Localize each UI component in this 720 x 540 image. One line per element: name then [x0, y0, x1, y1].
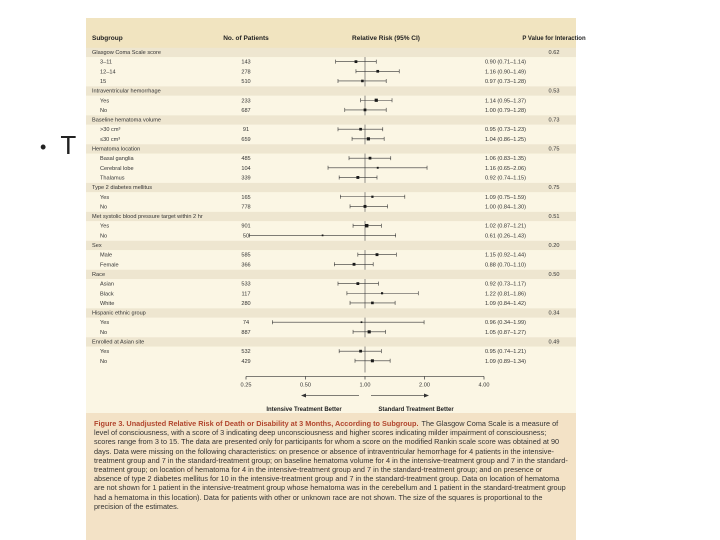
- group-label: Met systolic blood pressure target within 2 hr: [92, 214, 203, 221]
- bullet-glyph: •: [40, 136, 47, 157]
- header-band: [86, 18, 576, 48]
- group-label: Sex: [92, 243, 102, 249]
- group-row-band: [86, 241, 576, 250]
- relative-risk-value: 0.96 (0.34–1.99): [484, 320, 526, 327]
- p-value: 0.75: [548, 146, 560, 153]
- point-estimate: [359, 128, 362, 131]
- patient-count: 585: [241, 252, 251, 259]
- subgroup-label: ≤30 cm³: [100, 136, 121, 143]
- relative-risk-value: 1.00 (0.79–1.28): [484, 107, 526, 114]
- group-row-band: [86, 183, 576, 192]
- axis-tick-label: 2.00: [419, 382, 430, 389]
- relative-risk-value: 1.04 (0.86–1.25): [484, 136, 526, 143]
- point-estimate: [365, 224, 368, 227]
- point-estimate: [371, 359, 374, 362]
- point-estimate: [353, 263, 356, 266]
- p-value: 0.50: [548, 271, 560, 278]
- subgroup-label: White: [100, 300, 115, 307]
- subgroup-label: No: [100, 329, 108, 336]
- group-label: Hispanic ethnic group: [92, 310, 146, 317]
- point-estimate: [355, 60, 358, 63]
- subgroup-label: No: [100, 358, 108, 365]
- p-value: 0.62: [548, 50, 560, 56]
- point-estimate: [359, 350, 362, 353]
- relative-risk-value: 1.02 (0.87–1.21): [484, 223, 526, 230]
- p-value: 0.75: [548, 185, 560, 192]
- patient-count: 687: [241, 107, 251, 114]
- group-label: Baseline hematoma volume: [92, 117, 162, 124]
- caption-title: Figure 3. Unadjusted Relative Risk of Death or Disability at 3 Months, According to Subgroup.: [94, 419, 419, 428]
- patient-count: 91: [242, 127, 250, 134]
- subgroup-label: 12–14: [100, 69, 116, 76]
- bullet-text: T: [60, 130, 77, 160]
- relative-risk-value: 0.95 (0.74–1.21): [484, 349, 526, 356]
- relative-risk-value: 0.61 (0.26–1.43): [484, 233, 526, 240]
- header-relative-risk: Relative Risk (95% CI): [352, 35, 420, 42]
- relative-risk-value: 1.16 (0.90–1.49): [484, 69, 526, 76]
- p-value: 0.34: [548, 310, 560, 317]
- point-estimate: [367, 137, 370, 140]
- p-value: 0.53: [548, 88, 560, 95]
- axis-tick-label: 0.25: [240, 382, 252, 389]
- patient-count: 887: [241, 329, 251, 336]
- relative-risk-value: 0.88 (0.70–1.10): [484, 262, 526, 269]
- subgroup-label: 3–11: [100, 59, 113, 66]
- subgroup-label: Yes: [100, 320, 110, 327]
- axis-tick-label: 1.00: [359, 382, 371, 389]
- point-estimate: [368, 330, 371, 333]
- p-value: 0.51: [548, 214, 560, 221]
- patient-count: 659: [241, 136, 251, 143]
- subgroup-label: Black: [100, 291, 114, 298]
- patient-count: 280: [241, 300, 251, 307]
- subgroup-label: Male: [100, 252, 113, 259]
- relative-risk-value: 0.92 (0.74–1.15): [484, 175, 526, 182]
- group-row-band: [86, 270, 576, 279]
- subgroup-label: Thalamus: [100, 175, 125, 182]
- point-estimate: [361, 80, 364, 83]
- subgroup-label: Yes: [100, 223, 110, 230]
- relative-risk-value: 1.09 (0.89–1.34): [484, 358, 526, 365]
- axis-tick-label: 4.00: [478, 382, 490, 389]
- patient-count: 233: [241, 98, 251, 105]
- group-row-band: [86, 337, 576, 346]
- point-estimate: [371, 302, 374, 305]
- relative-risk-value: 1.14 (0.95–1.37): [484, 98, 526, 105]
- header-patients: No. of Patients: [223, 35, 269, 42]
- relative-risk-value: 0.97 (0.73–1.28): [484, 78, 526, 85]
- point-estimate: [376, 70, 379, 73]
- point-estimate: [369, 157, 372, 160]
- point-estimate: [376, 253, 379, 256]
- point-estimate: [375, 99, 378, 102]
- p-value: 0.20: [548, 243, 560, 249]
- point-estimate: [322, 234, 324, 236]
- axis-tick-label: 0.50: [300, 382, 311, 389]
- forest-plot: [86, 18, 586, 413]
- header-p-value: P Value for Interaction: [522, 36, 586, 42]
- point-estimate: [356, 176, 359, 179]
- relative-risk-value: 1.05 (0.87–1.27): [484, 329, 526, 336]
- point-estimate: [364, 205, 367, 208]
- patient-count: 532: [241, 349, 251, 356]
- subgroup-label: Basal ganglia: [100, 156, 134, 163]
- patient-count: 74: [242, 320, 250, 327]
- relative-risk-value: 1.15 (0.92–1.44): [484, 252, 526, 259]
- relative-risk-value: 1.22 (0.81–1.86): [484, 291, 526, 298]
- point-estimate: [361, 321, 363, 323]
- patient-count: 485: [241, 156, 251, 163]
- p-value: 0.49: [548, 339, 560, 346]
- subgroup-label: Asian: [100, 281, 114, 288]
- group-label: Intraventricular hemorrhage: [92, 88, 161, 95]
- relative-risk-value: 1.09 (0.75–1.59): [484, 194, 526, 201]
- subgroup-label: Yes: [100, 349, 110, 356]
- subgroup-label: No: [100, 233, 108, 240]
- relative-risk-value: 0.90 (0.71–1.14): [484, 59, 526, 66]
- forest-plot-figure: [86, 18, 586, 540]
- patient-count: 104: [241, 165, 251, 172]
- point-estimate: [381, 292, 383, 294]
- group-row-band: [86, 308, 576, 317]
- group-label: Hematoma location: [92, 146, 141, 153]
- subgroup-label: No: [100, 107, 108, 114]
- header-subgroup: Subgroup: [92, 35, 123, 42]
- subgroup-label: Cerebral lobe: [100, 165, 134, 172]
- patient-count: 901: [241, 223, 251, 230]
- point-estimate: [356, 282, 359, 285]
- patient-count: 366: [241, 262, 251, 269]
- subgroup-label: Yes: [100, 98, 110, 105]
- group-label: Race: [92, 271, 106, 278]
- subgroup-label: >30 cm³: [100, 127, 121, 134]
- group-label: Enrolled at Asian site: [92, 339, 145, 346]
- relative-risk-value: 1.06 (0.83–1.35): [484, 156, 526, 163]
- point-estimate: [364, 109, 367, 112]
- patient-count: 165: [241, 194, 251, 201]
- slide-bullet: [40, 130, 76, 161]
- patient-count: 117: [241, 291, 251, 298]
- point-estimate: [371, 196, 373, 198]
- patient-count: 429: [241, 358, 251, 365]
- group-label: Glasgow Coma Scale score: [92, 50, 162, 56]
- patient-count: 50: [242, 233, 250, 240]
- patient-count: 510: [241, 78, 251, 85]
- subgroup-label: Female: [100, 262, 119, 269]
- patient-count: 778: [241, 204, 251, 211]
- caption-body: The Glasgow Coma Scale is a measure of level of consciousness, with a score of 3 indicating deep unconsciousness and higher scores indicating milder impairment of consciousness; scores range from 3 to 15. The data are presented only for participants for whom a score on the modified Rankin scale score was obtained at 90 days. Data were missing on the following characteristics: on presence or absence of intraventricular hemorrhage for 4 patients in the intensive-treatment group and 7 in the standard-treatment group; on baseline hematoma volume for 4 in the intensive-treatment group and 7 in the standard-treatment group; on location of hematoma for 4 in the intensive-treatment group and 7 in the standard-treatment group; and on presence or absence of type 2 diabetes mellitus for 10 in the intensive-treatment group and 7 in the standard-treatment group. Data on location of hematoma are not shown for 1 patient in the intensive-treatment group whose hematoma was in the cerebellum and 1 patient in the standard-treatment group had a hematoma in this location). Data for patients with other or unknown race are not shown. The size of the squares is proportional to the precision of the estimates.: [94, 419, 568, 511]
- relative-risk-value: 1.16 (0.65–2.06): [484, 165, 526, 172]
- subgroup-label: Yes: [100, 194, 110, 201]
- patient-count: 533: [241, 281, 251, 288]
- subgroup-label: No: [100, 204, 108, 211]
- figure-caption: [86, 413, 576, 540]
- group-row-band: [86, 144, 576, 153]
- relative-risk-value: 0.95 (0.73–1.23): [484, 127, 526, 134]
- patient-count: 143: [241, 59, 251, 66]
- axis-label-standard: Standard Treatment Better: [378, 407, 454, 413]
- subgroup-label: 15: [100, 78, 107, 85]
- patient-count: 339: [241, 175, 251, 182]
- group-label: Type 2 diabetes mellitus: [92, 185, 153, 192]
- axis-label-intensive: Intensive Treatment Better: [266, 407, 342, 413]
- p-value: 0.73: [548, 117, 560, 124]
- relative-risk-value: 1.09 (0.84–1.42): [484, 300, 526, 307]
- patient-count: 278: [241, 69, 251, 76]
- point-estimate: [377, 167, 379, 169]
- relative-risk-value: 1.00 (0.84–1.30): [484, 204, 526, 211]
- relative-risk-value: 0.92 (0.73–1.17): [484, 281, 526, 288]
